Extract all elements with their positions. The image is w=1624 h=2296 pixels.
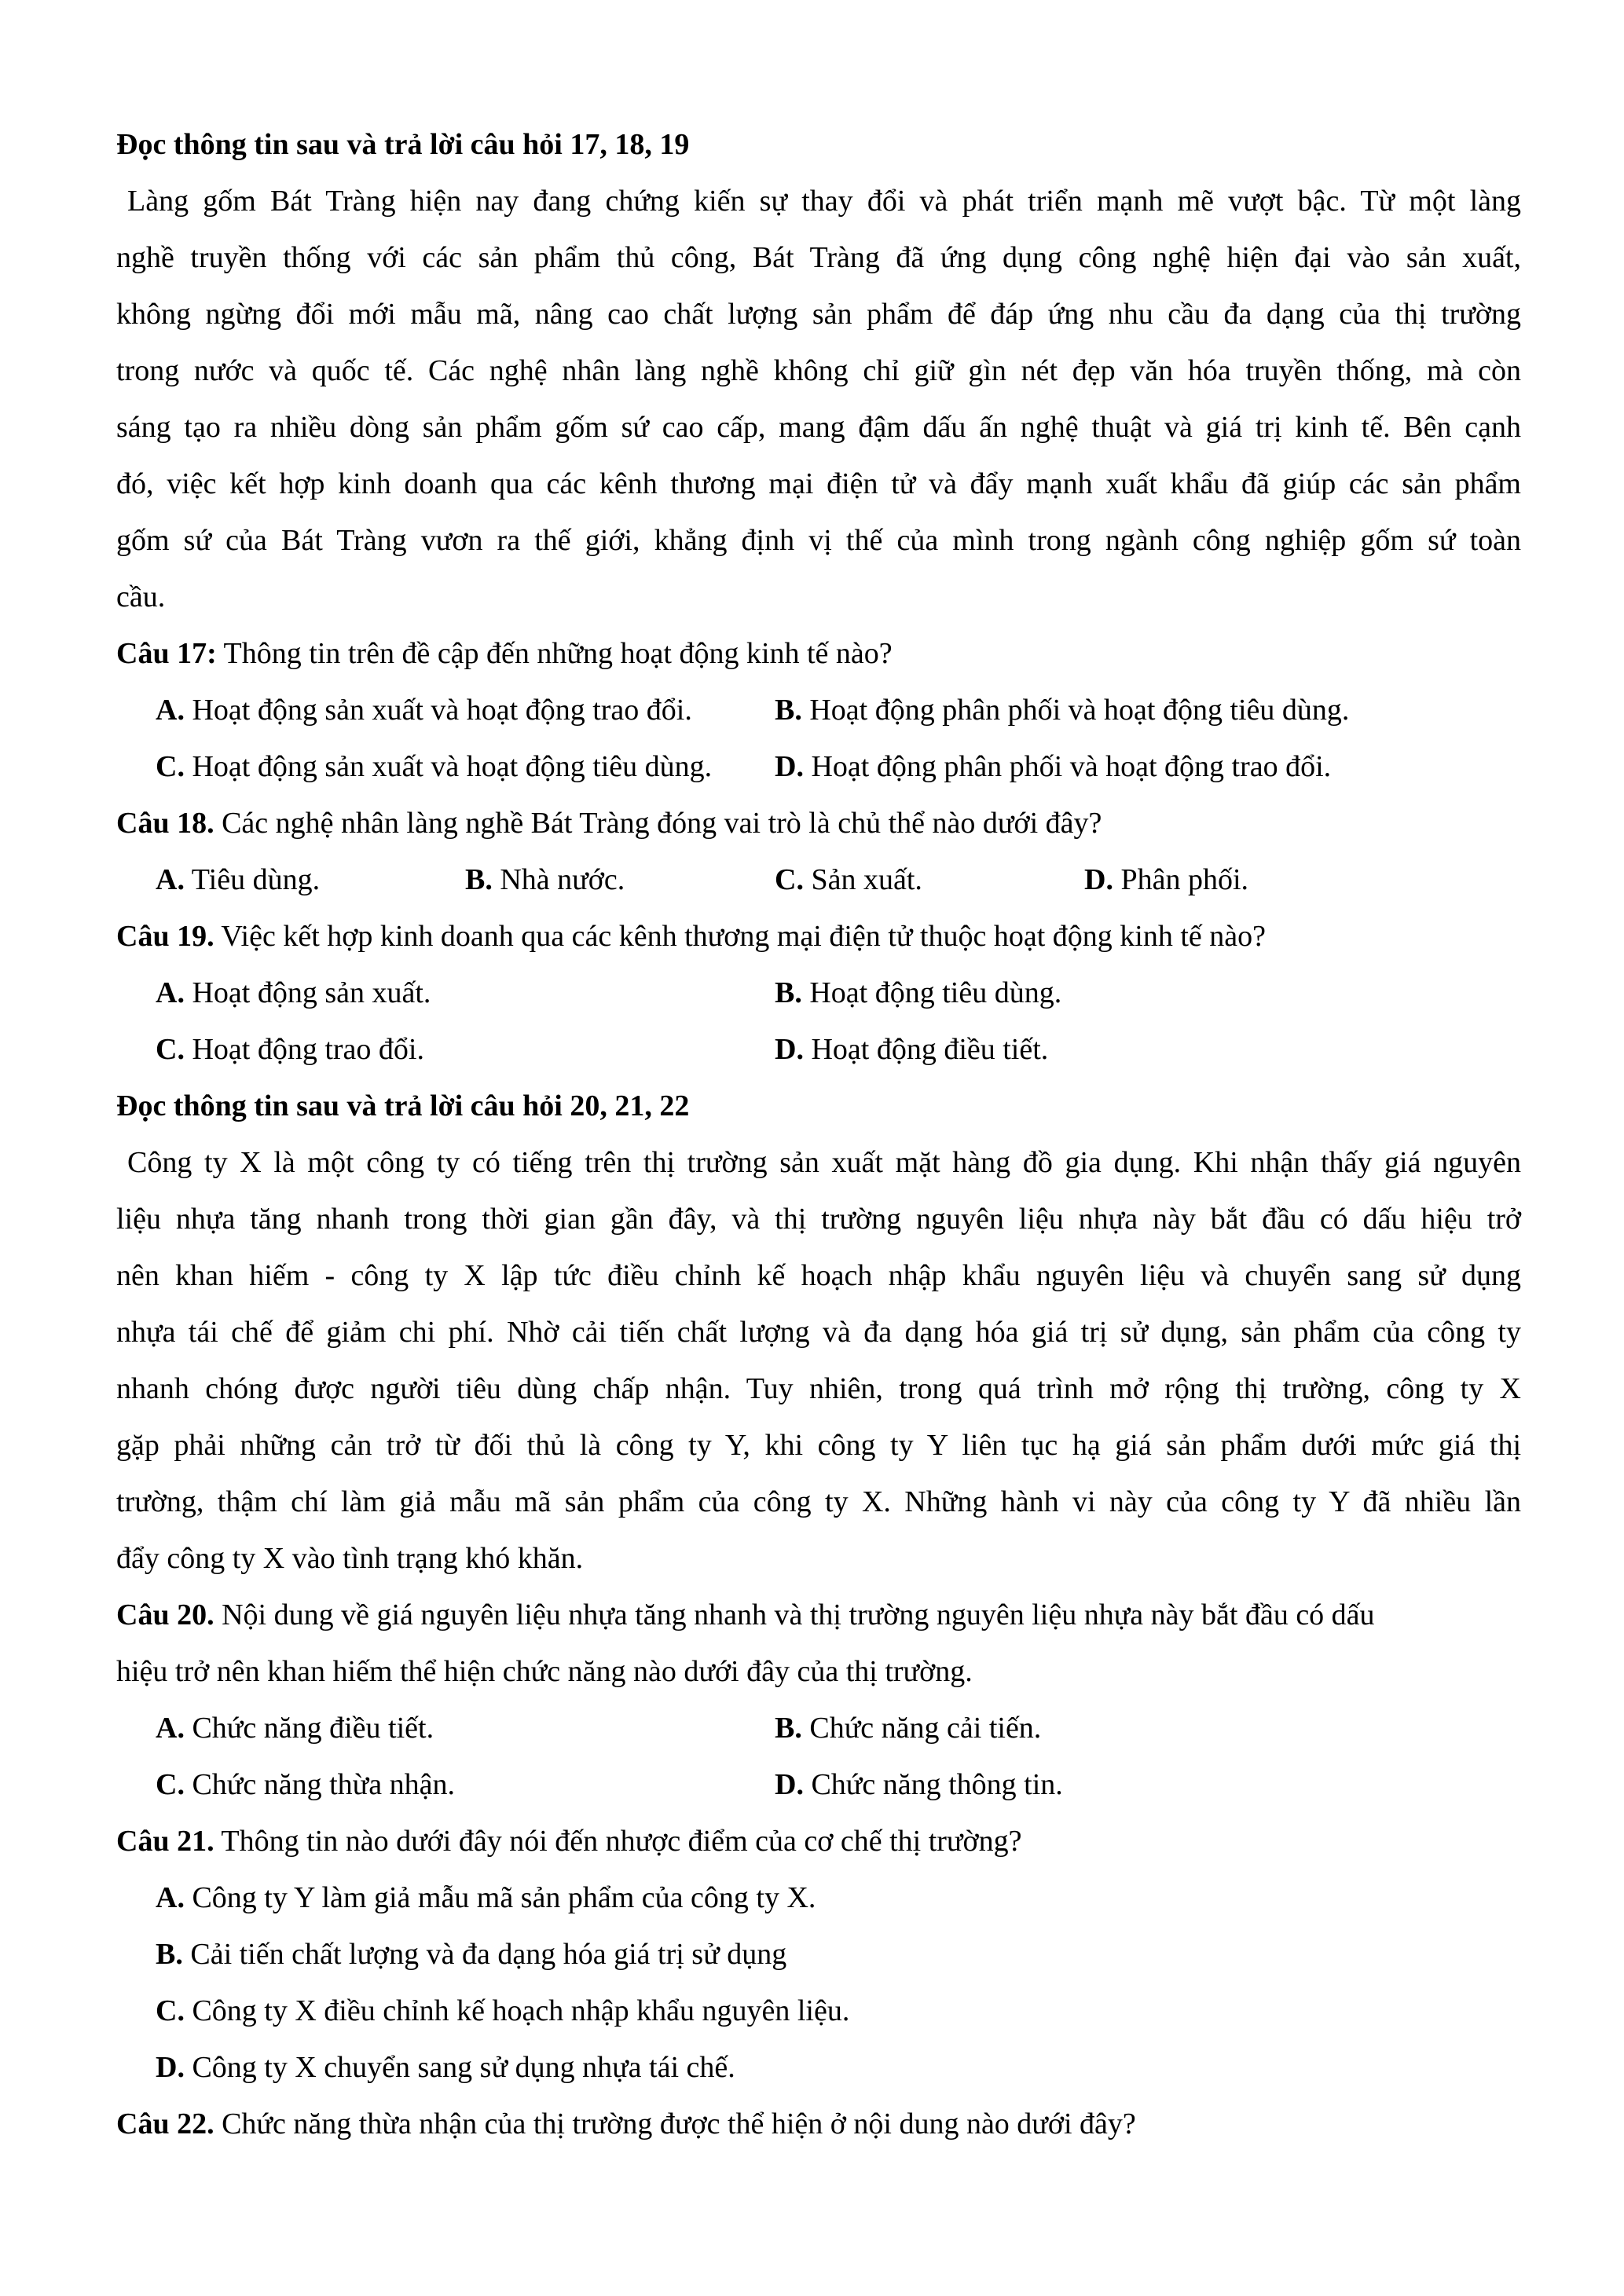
option-c: C. Hoạt động sản xuất và hoạt động tiêu dùng. <box>156 750 713 783</box>
question-20 <box>116 1587 1521 1643</box>
option-a: A. Tiêu dùng. <box>156 863 321 896</box>
question-text: Các nghệ nhân làng nghề Bát Tràng đóng vai trò là chủ thể nào dưới đây? <box>214 807 1102 840</box>
option-b: B. Chức năng cải tiến. <box>775 1712 1042 1745</box>
question-text: Thông tin nào dưới đây nói đến nhược điểm của cơ chế thị trường? <box>214 1825 1022 1858</box>
option-c: C. Sản xuất. <box>775 863 922 896</box>
question-18 <box>116 795 1521 851</box>
question-text: Chức năng thừa nhận của thị trường được thể hiện ở nội dung nào dưới đây? <box>214 2107 1136 2140</box>
option-b: B. Hoạt động phân phối và hoạt động tiêu dùng. <box>775 694 1350 727</box>
question-text-continued: hiệu trở nên khan hiếm thể hiện chức năng nào dưới đây của thị trường. <box>116 1655 973 1688</box>
option-row <box>116 1756 1521 1813</box>
option-a: A. Hoạt động sản xuất và hoạt động trao đổi. <box>156 694 692 727</box>
question-label: Câu 22. <box>116 2107 214 2140</box>
passage-line: nhanh chóng được người tiêu dùng chấp nhận. Tuy nhiên, trong quá trình mở rộng thị trường, công ty X <box>116 1372 1521 1405</box>
option-d: D. Chức năng thông tin. <box>775 1768 1063 1801</box>
question-text: Việc kết hợp kinh doanh qua các kênh thương mại điện tử thuộc hoạt động kinh tế nào? <box>214 920 1266 953</box>
passage-line: gặp phải những cản trở từ đối thủ là công ty Y, khi công ty Y liên tục hạ giá sản phẩm dưới mức giá thị <box>116 1429 1521 1462</box>
option-row <box>116 1700 1521 1756</box>
passage-line: nghề truyền thống với các sản phẩm thủ công, Bát Tràng đã ứng dụng công nghệ hiện đại vào sản xuất, <box>116 241 1521 274</box>
option-c: C. Chức năng thừa nhận. <box>156 1768 456 1801</box>
option-a: A. Hoạt động sản xuất. <box>156 976 431 1009</box>
passage-line: gốm sứ của Bát Tràng vươn ra thế giới, khẳng định vị thế của mình trong ngành công nghiệp gốm sứ toàn <box>116 524 1521 557</box>
passage <box>116 1134 1521 1587</box>
passage-line: cầu. <box>116 580 166 613</box>
passage <box>116 173 1521 625</box>
section-heading: Đọc thông tin sau và trả lời câu hỏi 17, 18, 19 <box>116 128 690 161</box>
passage-line: Công ty X là một công ty có tiếng trên thị trường sản xuất mặt hàng đồ gia dụng. Khi nhận thấy giá nguyên <box>127 1146 1521 1179</box>
question-21 <box>116 1813 1521 1869</box>
question-label: Câu 20. <box>116 1598 214 1631</box>
option-b: B. Hoạt động tiêu dùng. <box>775 976 1062 1009</box>
question-19 <box>116 908 1521 965</box>
option-c: C. Hoạt động trao đổi. <box>156 1033 424 1066</box>
option-b: B. Cải tiến chất lượng và đa dạng hóa giá trị sử dụng <box>156 1938 787 1971</box>
passage-line: trường, thậm chí làm giả mẫu mã sản phẩm của công ty X. Những hành vi này của công ty Y đã nhiều lần <box>116 1485 1521 1518</box>
question-label: Câu 19. <box>116 920 214 953</box>
question-label: Câu 17: <box>116 637 217 670</box>
option-row <box>116 682 1521 738</box>
passage-line: không ngừng đổi mới mẫu mã, nâng cao chất lượng sản phẩm để đáp ứng nhu cầu đa dạng của thị trường <box>116 298 1521 331</box>
question-text: Thông tin trên đề cập đến những hoạt động kinh tế nào? <box>216 637 893 670</box>
section-heading: Đọc thông tin sau và trả lời câu hỏi 20, 21, 22 <box>116 1089 690 1122</box>
document-page <box>116 116 1521 2152</box>
passage-line: Làng gốm Bát Tràng hiện nay đang chứng kiến sự thay đổi và phát triển mạnh mẽ vượt bậc. Từ một làng <box>127 185 1521 218</box>
passage-line: liệu nhựa tăng nhanh trong thời gian gần đây, và thị trường nguyên liệu nhựa này bắt đầu có dấu hiệu trở <box>116 1203 1521 1236</box>
option-d: D. Hoạt động phân phối và hoạt động trao đổi. <box>775 750 1332 783</box>
option-a: A. Công ty Y làm giả mẫu mã sản phẩm của công ty X. <box>156 1881 816 1914</box>
question-text: Nội dung về giá nguyên liệu nhựa tăng nhanh và thị trường nguyên liệu nhựa này bắt đầu có dấu <box>214 1598 1375 1631</box>
option-row <box>116 965 1521 1021</box>
question-17 <box>116 625 1521 682</box>
passage-line: nên khan hiếm - công ty X lập tức điều chỉnh kế hoạch nhập khẩu nguyên liệu và chuyển sang sử dụng <box>116 1259 1521 1292</box>
option-b: B. Nhà nước. <box>465 863 625 896</box>
option-d: D. Phân phối. <box>1084 863 1249 896</box>
passage-line: trong nước và quốc tế. Các nghệ nhân làng nghề không chỉ giữ gìn nét đẹp văn hóa truyền thống, mà còn <box>116 354 1521 387</box>
question-label: Câu 18. <box>116 807 214 840</box>
passage-line: đó, việc kết hợp kinh doanh qua các kênh thương mại điện tử và đẩy mạnh xuất khẩu đã giúp các sản phẩm <box>116 467 1521 500</box>
option-d: D. Công ty X chuyển sang sử dụng nhựa tái chế. <box>156 2051 735 2084</box>
option-c: C. Công ty X điều chỉnh kế hoạch nhập khẩu nguyên liệu. <box>156 1994 850 2027</box>
passage-line: nhựa tái chế để giảm chi phí. Nhờ cải tiến chất lượng và đa dạng hóa giá trị sử dụng, sản phẩm của công ty <box>116 1316 1521 1349</box>
question-22 <box>116 2096 1521 2152</box>
passage-line: đẩy công ty X vào tình trạng khó khăn. <box>116 1542 584 1575</box>
option-row <box>116 1021 1521 1078</box>
option-a: A. Chức năng điều tiết. <box>156 1712 434 1745</box>
question-label: Câu 21. <box>116 1825 214 1858</box>
option-row <box>116 738 1521 795</box>
option-row <box>116 851 1521 908</box>
option-d: D. Hoạt động điều tiết. <box>775 1033 1049 1066</box>
passage-line: sáng tạo ra nhiều dòng sản phẩm gốm sứ cao cấp, mang đậm dấu ấn nghệ thuật và giá trị kinh tế. Bên cạnh <box>116 411 1521 444</box>
